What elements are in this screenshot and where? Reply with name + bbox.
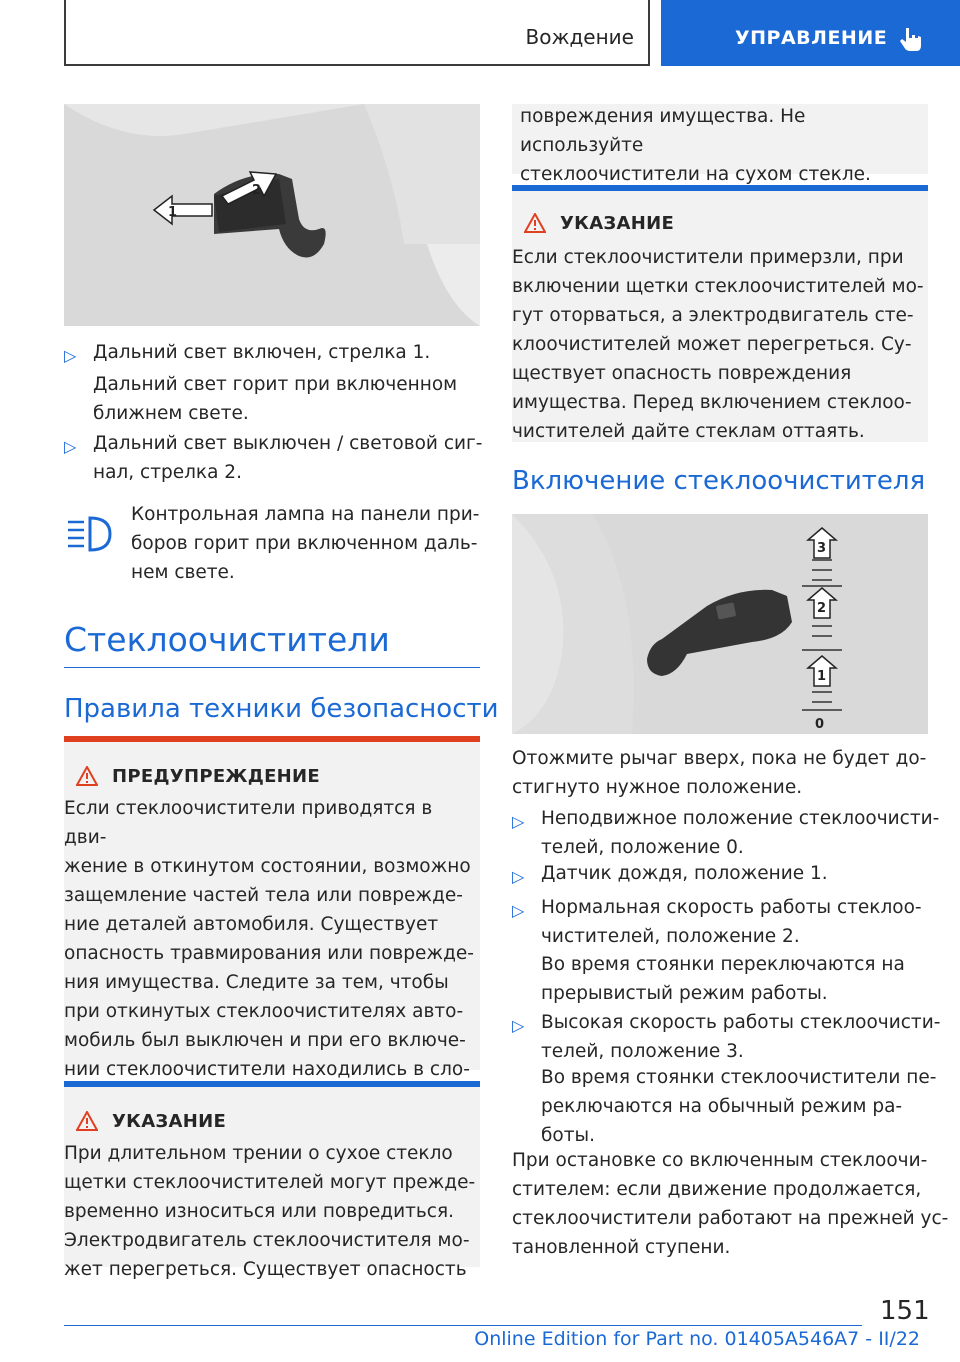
bullet-subtext <box>541 1063 936 1150</box>
text-line: временно износиться или повредиться. <box>64 1201 454 1222</box>
text-line: Высокая скорость работы стеклоочисти- <box>541 1012 941 1033</box>
section-title: Стеклоочистители <box>64 620 390 659</box>
text-line: жет перегреться. Существует опасность <box>64 1259 467 1280</box>
text-line: жение в откинутом состоянии, возможно <box>64 856 471 877</box>
bullet-text <box>541 804 939 862</box>
arrow-1-label: 1 <box>168 205 178 220</box>
section-divider <box>64 667 480 668</box>
text-line: нии стеклоочистители находились в сло- <box>64 1059 470 1080</box>
arrow-2-label: 2 <box>252 183 262 198</box>
bullet-text <box>541 1008 940 1066</box>
text-line: Во время стоянки стеклоочистители пе- <box>541 1067 937 1088</box>
text-line: при откинутых стеклоочистителях авто- <box>64 1001 464 1022</box>
text-line: Электродвигатель стеклоочистителя мо- <box>64 1230 470 1251</box>
footer-divider <box>64 1325 862 1326</box>
bullet-icon: ▷ <box>512 812 525 831</box>
text-line: мобиль был выключен и при его включе- <box>64 1030 466 1051</box>
footer-edition-link[interactable]: Online Edition for Part no. 01405A546A7 - II/22 <box>474 1328 920 1350</box>
notice-bar <box>512 185 928 191</box>
notice-box <box>64 1081 480 1280</box>
section-title-wipers-on: Включение стеклоочистителя <box>512 466 926 496</box>
bullet-text <box>93 338 430 367</box>
text-line: прерывистый режим работы. <box>541 983 828 1004</box>
text-line: Дальний свет выключен / световой сиг- <box>93 433 483 454</box>
text-line: телей, положение 3. <box>541 1041 744 1062</box>
text-line: нал, стрелка 2. <box>93 462 242 483</box>
notice-title: УКАЗАНИЕ <box>112 1111 227 1132</box>
bullet-text <box>541 859 828 888</box>
bullet-icon: ▷ <box>512 1016 525 1035</box>
text-line: чистителей дайте стеклам оттаять. <box>512 421 865 442</box>
bullet-icon: ▷ <box>64 437 77 456</box>
position-0-label: 0 <box>815 717 825 732</box>
text-line: Дальний свет включен, стрелка 1. <box>93 342 431 363</box>
text-line: Если стеклоочистители примерзли, при <box>512 247 904 268</box>
warning-title: ПРЕДУПРЕЖДЕНИЕ <box>112 766 321 787</box>
header-section-label: Вождение <box>525 25 634 49</box>
header-section-tab <box>64 0 650 66</box>
text-line: стеклоочистители на сухом стекле. <box>520 164 871 185</box>
bullet-subtext <box>541 950 905 1008</box>
page-number: 151 <box>880 1296 930 1326</box>
high-beam-indicator-icon <box>64 506 118 562</box>
text-line: нем свете. <box>131 562 235 583</box>
wiper-lever-illustration <box>512 514 928 734</box>
position-1-label: 1 <box>817 669 827 684</box>
text-line: ние деталей автомобиля. Существует <box>64 914 439 935</box>
notice-continuation-box <box>512 104 928 185</box>
text-line: имущества. Перед включением стеклоо- <box>512 392 912 413</box>
position-3-label: 3 <box>817 541 827 556</box>
text-line: клоочистителей может перегреться. Су- <box>512 334 912 355</box>
intro-text <box>512 744 926 802</box>
warning-triangle-icon <box>76 766 98 786</box>
notice-text <box>64 1139 475 1284</box>
text-line: щетки стеклоочистителей могут прежде- <box>64 1172 476 1193</box>
notice-bar <box>64 1081 480 1087</box>
position-2-label: 2 <box>817 601 827 616</box>
text-line: ближнем свете. <box>93 403 249 424</box>
text-line: При длительном трении о сухое стекло <box>64 1143 453 1164</box>
steering-hand-icon <box>896 24 926 54</box>
outro-text <box>512 1146 948 1262</box>
figure-wiper-lever <box>512 514 928 734</box>
high-beam-lever-illustration <box>64 104 480 326</box>
bullet-text <box>541 893 922 951</box>
text-line: реключаются на обычный режим ра- <box>541 1096 903 1117</box>
header-chapter-tab <box>661 0 960 66</box>
bullet-subtext <box>93 370 457 428</box>
subsection-title: Правила техники безопасности <box>64 694 499 724</box>
text-line: Нормальная скорость работы стеклоо- <box>541 897 922 918</box>
text-line: Если стеклоочистители приводятся в дви- <box>64 798 433 848</box>
notice-title: УКАЗАНИЕ <box>560 213 675 234</box>
text-line: боров горит при включенном даль- <box>131 533 478 554</box>
text-line: Неподвижное положение стеклоочисти- <box>541 808 940 829</box>
text-line: включении щетки стеклоочистителей мо- <box>512 276 924 297</box>
text-line: боты. <box>541 1125 595 1146</box>
bullet-icon: ▷ <box>512 901 525 920</box>
warning-box <box>64 736 480 1080</box>
text-line: Во время стоянки переключаются на <box>541 954 905 975</box>
text-line: чистителей, положение 2. <box>541 926 800 947</box>
notice-continuation-text <box>520 102 928 189</box>
text-line: стеклоочистители работают на прежней ус- <box>512 1208 949 1229</box>
text-line: опасность травмирования или поврежде- <box>64 943 474 964</box>
figure-high-beam-lever <box>64 104 480 326</box>
text-line: Отожмите рычаг вверх, пока не будет до- <box>512 748 927 769</box>
text-line: телей, положение 0. <box>541 837 744 858</box>
notice-triangle-icon <box>76 1111 98 1131</box>
warning-text <box>64 794 480 1113</box>
notice-box-2 <box>512 185 928 442</box>
text-line: повреждения имущества. Не используйте <box>520 106 806 156</box>
notice-text <box>512 243 924 446</box>
bullet-icon: ▷ <box>64 346 77 365</box>
indicator-text <box>131 500 479 587</box>
bullet-text <box>93 429 482 487</box>
text-line: Датчик дождя, положение 1. <box>541 863 828 884</box>
warning-bar <box>64 736 480 742</box>
header-chapter-label: УПРАВЛЕНИЕ <box>735 27 888 49</box>
text-line: При остановке со включенным стеклоочи- <box>512 1150 928 1171</box>
notice-triangle-icon <box>524 213 546 233</box>
text-line: ществует опасность повреждения <box>512 363 852 384</box>
text-line: тановленной ступени. <box>512 1237 731 1258</box>
text-line: Дальний свет горит при включенном <box>93 374 458 395</box>
text-line: стигнуто нужное положение. <box>512 777 803 798</box>
text-line: защемление частей тела или поврежде- <box>64 885 463 906</box>
text-line: гут оторваться, а электродвигатель сте- <box>512 305 914 326</box>
text-line: Контрольная лампа на панели при- <box>131 504 480 525</box>
bullet-icon: ▷ <box>512 867 525 886</box>
text-line: стителем: если движение продолжается, <box>512 1179 922 1200</box>
text-line: ния имущества. Следите за тем, чтобы <box>64 972 449 993</box>
